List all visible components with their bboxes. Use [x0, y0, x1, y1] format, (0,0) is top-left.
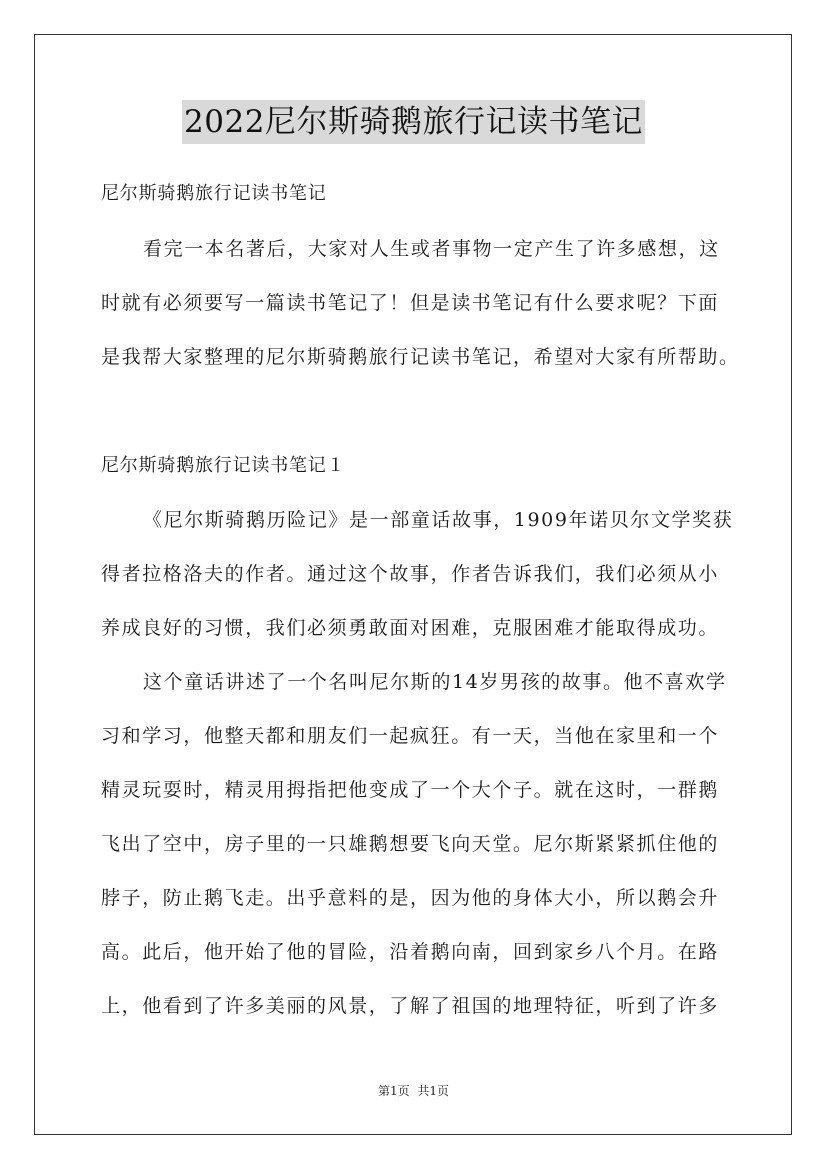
section-heading: 尼尔斯骑鹅旅行记读书笔记１ [101, 455, 346, 476]
document-title: 2022尼尔斯骑鹅旅行记读书笔记 [182, 100, 645, 144]
para2-line-5: 脖子，防止鹅飞走。出乎意料的是，因为他的身体大小，所以鹅会升 [101, 887, 720, 909]
intro-line-1: 看完一本名著后，大家对人生或者事物一定产生了许多感想，这 [143, 238, 720, 260]
para2-line-1: 这个童话讲述了一个名叫尼尔斯的14岁男孩的故事。他不喜欢学 [143, 671, 727, 693]
para2-line-6: 高。此后，他开始了他的冒险，沿着鹅向南，回到家乡八个月。在路 [101, 941, 720, 963]
page-number: 第1页 [377, 1084, 410, 1098]
para2-line-7: 上，他看到了许多美丽的风景，了解了祖国的地理特征，听到了许多 [101, 995, 720, 1017]
page-footer [0, 1082, 827, 1100]
subtitle: 尼尔斯骑鹅旅行记读书笔记 [101, 183, 327, 204]
para2-line-3: 精灵玩耍时，精灵用拇指把他变成了一个大个子。就在这时，一群鹅 [101, 779, 720, 801]
para2-line-2: 习和学习，他整天都和朋友们一起疯狂。有一天，当他在家里和一个 [101, 725, 720, 747]
intro-line-3: 是我帮大家整理的尼尔斯骑鹅旅行记读书笔记，希望对大家有所帮助。 [101, 346, 740, 368]
page-total: 共1页 [417, 1084, 450, 1098]
intro-line-2: 时就有必须要写一篇读书笔记了！但是读书笔记有什么要求呢？下面 [101, 292, 720, 314]
para1-line-1: 《尼尔斯骑鹅历险记》是一部童话故事，1909年诺贝尔文学奖获 [143, 509, 734, 531]
para1-line-3: 养成良好的习惯，我们必须勇敢面对困难，克服困难才能取得成功。 [101, 617, 720, 639]
title-container [0, 100, 827, 144]
para1-line-2: 得者拉格洛夫的作者。通过这个故事，作者告诉我们，我们必须从小 [101, 563, 720, 585]
para2-line-4: 飞出了空中，房子里的一只雄鹅想要飞向天堂。尼尔斯紧紧抓住他的 [101, 833, 720, 855]
